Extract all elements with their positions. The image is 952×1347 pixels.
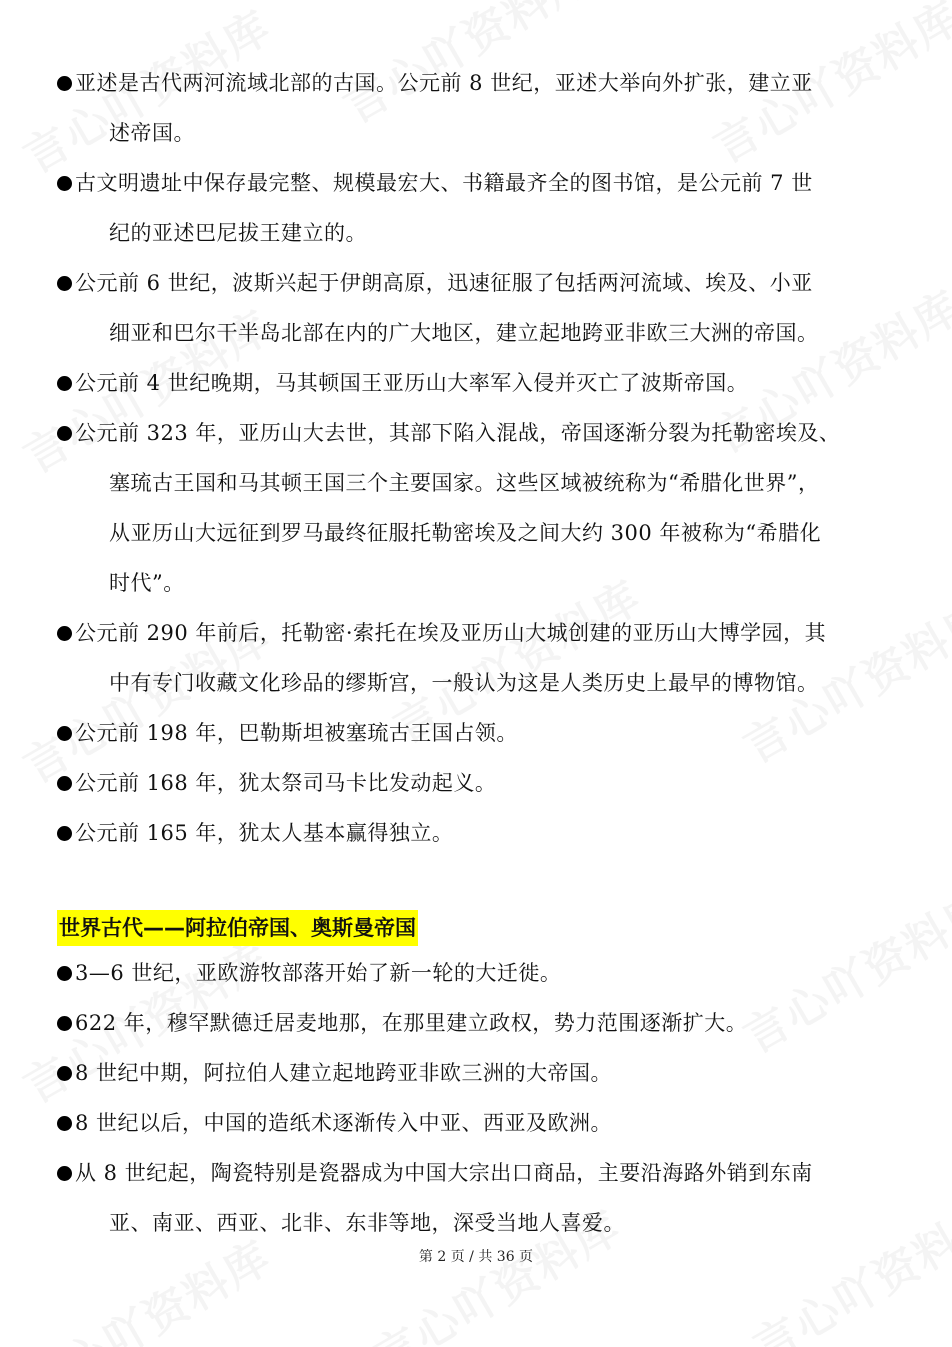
list-item: 公元前 290 年前后，托勒密·索托在埃及亚历山大城创建的亚历山大博学园，其 中有专门收藏文化珍品的缪斯宫，一般认为这是人类历史上最早的博物馆。 <box>57 608 897 708</box>
bullet-icon <box>57 1166 72 1181</box>
bullet-icon <box>57 1116 72 1131</box>
section-arab-ottoman <box>57 858 897 1248</box>
bullet-icon <box>57 626 72 641</box>
list-item: 公元前 168 年，犹太祭司马卡比发动起义。 <box>57 758 897 808</box>
document-body <box>57 58 897 1248</box>
bullet-icon <box>57 1016 72 1031</box>
list-item: 亚述是古代两河流域北部的古国。公元前 8 世纪，亚述大举向外扩张，建立亚 述帝国。 <box>57 58 897 158</box>
list-item: 公元前 198 年，巴勒斯坦被塞琉古王国占领。 <box>57 708 897 758</box>
bullet-icon <box>57 426 72 441</box>
bullet-icon <box>57 1066 72 1081</box>
bullet-icon <box>57 176 72 191</box>
list-item: 8 世纪中期，阿拉伯人建立起地跨亚非欧三洲的大帝国。 <box>57 1048 897 1098</box>
list-item: 3—6 世纪，亚欧游牧部落开始了新一轮的大迁徙。 <box>57 948 897 998</box>
list-item: 古文明遗址中保存最完整、规模最宏大、书籍最齐全的图书馆，是公元前 7 世 纪的亚述巴尼拔王建立的。 <box>57 158 897 258</box>
section-ancient-near-east <box>57 58 897 858</box>
bullet-icon <box>57 76 72 91</box>
list-item: 公元前 323 年，亚历山大去世，其部下陷入混战，帝国逐渐分裂为托勒密埃及、 塞琉古王国和马其顿王国三个主要国家。这些区域被统称为“希腊化世界”， 从亚历山大远征到罗马最终征服托勒密埃及之间大约 300 年被称为“希腊化 时代”。 <box>57 408 897 608</box>
bullet-icon <box>57 726 72 741</box>
list-item: 公元前 6 世纪，波斯兴起于伊朗高原，迅速征服了包括两河流域、埃及、小亚 细亚和巴尔干半岛北部在内的广大地区，建立起地跨亚非欧三大洲的帝国。 <box>57 258 897 358</box>
bullet-icon <box>57 376 72 391</box>
page-footer: 第 2 页 / 共 36 页 <box>418 1249 534 1265</box>
section-heading: 世界古代——阿拉伯帝国、奥斯曼帝国 <box>57 910 418 946</box>
bullet-icon <box>57 776 72 791</box>
bullet-icon <box>57 966 72 981</box>
list-item: 8 世纪以后，中国的造纸术逐渐传入中亚、西亚及欧洲。 <box>57 1098 897 1148</box>
list-item: 622 年，穆罕默德迁居麦地那，在那里建立政权，势力范围逐渐扩大。 <box>57 998 897 1048</box>
bullet-icon <box>57 826 72 841</box>
list-item: 从 8 世纪起，陶瓷特别是瓷器成为中国大宗出口商品，主要沿海路外销到东南 亚、南亚、西亚、北非、东非等地，深受当地人喜爱。 <box>57 1148 897 1248</box>
list-item: 公元前 4 世纪晚期，马其顿国王亚历山大率军入侵并灭亡了波斯帝国。 <box>57 358 897 408</box>
bullet-icon <box>57 276 72 291</box>
list-item: 公元前 165 年，犹太人基本赢得独立。 <box>57 808 897 858</box>
